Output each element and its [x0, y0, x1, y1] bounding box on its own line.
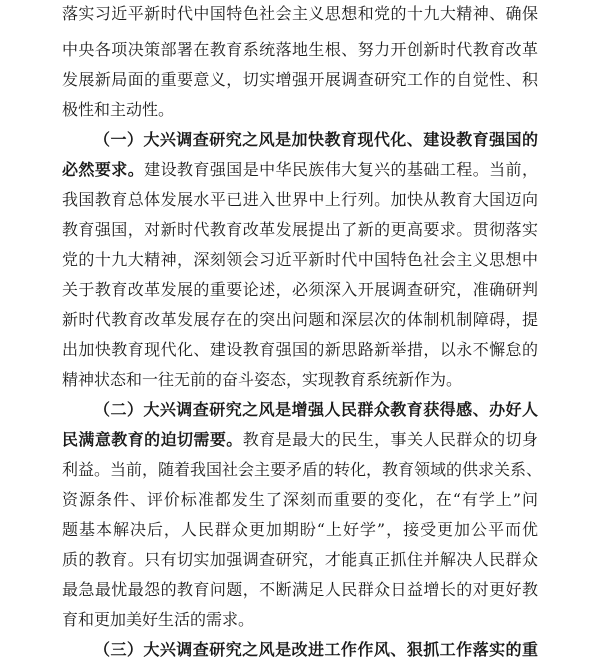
paragraph-line: 关于教育改革发展的重要论述，必须深入开展调查研究，准确研判 [62, 280, 538, 299]
paragraph-line: 教育强国，对新时代教育改革发展提出了新的更高要求。贯彻落实 [62, 220, 538, 239]
paragraph-line: 中央各项决策部署在教育系统落地生根、努力开创新时代教育改革 [62, 40, 538, 59]
paragraph-line: 质的教育。只有切实加强调查研究，才能真正抓住并解决人民群众 [62, 550, 538, 569]
section-heading-1: （一）大兴调查研究之风是加快教育现代化、建设教育强国的 [94, 130, 538, 149]
paragraph-line: 我国教育总体发展水平已进入世界中上行列。加快从教育大国迈向 [62, 190, 538, 209]
paragraph-line: 出加快教育现代化、建设教育强国的新思路新举措，以永不懈怠的 [62, 340, 538, 359]
section-heading-2: （二）大兴调查研究之风是增强人民群众教育获得感、办好人 [94, 400, 538, 419]
paragraph-line: 必然要求。建设教育强国是中华民族伟大复兴的基础工程。当前， [62, 160, 538, 179]
paragraph-line: 资源条件、评价标准都发生了深刻而重要的变化，在“有学上”问 [62, 490, 538, 509]
section-heading-3: （三）大兴调查研究之风是改进工作作风、狠抓工作落实的重 [94, 640, 538, 659]
paragraph-line: 党的十九大精神，深刻领会习近平新时代中国特色社会主义思想中 [62, 250, 538, 269]
paragraph-line: 最急最忧最怨的教育问题，不断满足人民群众日益增长的对更好教 [62, 580, 538, 599]
paragraph-line: 新时代教育改革发展存在的突出问题和深层次的体制机制障碍，提 [62, 310, 538, 329]
paragraph-line: 民满意教育的迫切需要。教育是最大的民生，事关人民群众的切身 [62, 430, 538, 449]
section-heading-2-end: 民满意教育的迫切需要。 [62, 430, 243, 449]
paragraph-line: 育和更加美好生活的需求。 [62, 610, 255, 629]
paragraph-line: 极性和主动性。 [62, 100, 175, 119]
paragraph-line: 发展新局面的重要意义，切实增强开展调查研究工作的自觉性、积 [62, 70, 538, 89]
paragraph-line: 精神状态和一往无前的奋斗姿态，实现教育系统新作为。 [62, 370, 463, 389]
paragraph-line: 利益。当前，随着我国社会主要矛盾的转化，教育领域的供求关系、 [62, 460, 543, 479]
section-heading-1-end: 必然要求。 [62, 160, 145, 179]
paragraph-line: 题基本解决后，人民群众更加期盼“上好学”，接受更加公平而优 [62, 520, 538, 539]
paragraph-line: 落实习近平新时代中国特色社会主义思想和党的十九大精神、确保 [62, 4, 538, 23]
